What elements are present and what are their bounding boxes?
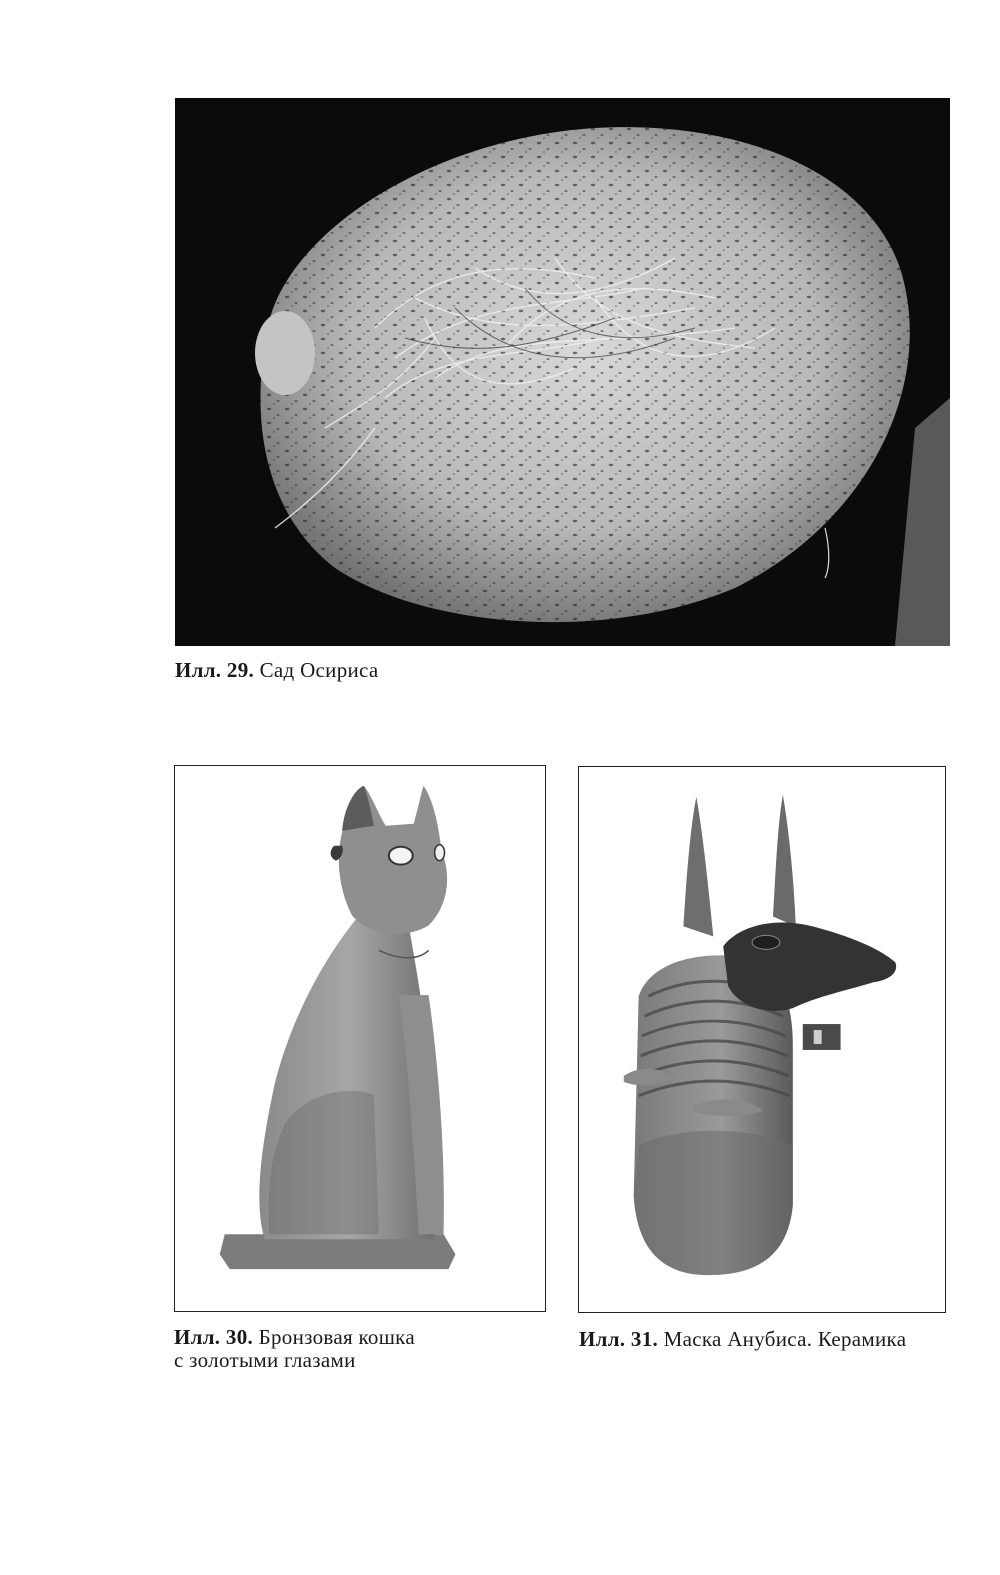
figure-31-label: Илл. 31. — [579, 1327, 659, 1351]
figure-30-title-line-1: Бронзовая кошка — [258, 1325, 415, 1349]
anubis-mask-photo — [578, 766, 946, 1313]
figure-30-title-line-2: с золотыми глазами — [174, 1348, 356, 1372]
figure-30-caption — [174, 1326, 415, 1372]
figure-29-title: Сад Осириса — [259, 658, 379, 682]
figure-29-label: Илл. 29. — [175, 658, 255, 682]
figure-29-caption — [175, 659, 379, 682]
figure-30-label: Илл. 30. — [174, 1325, 254, 1349]
osiris-garden-photo — [175, 98, 950, 646]
figure-31-caption — [579, 1328, 906, 1351]
figure-31-title: Маска Анубиса. Керамика — [663, 1327, 907, 1351]
bronze-cat-photo — [174, 765, 546, 1312]
